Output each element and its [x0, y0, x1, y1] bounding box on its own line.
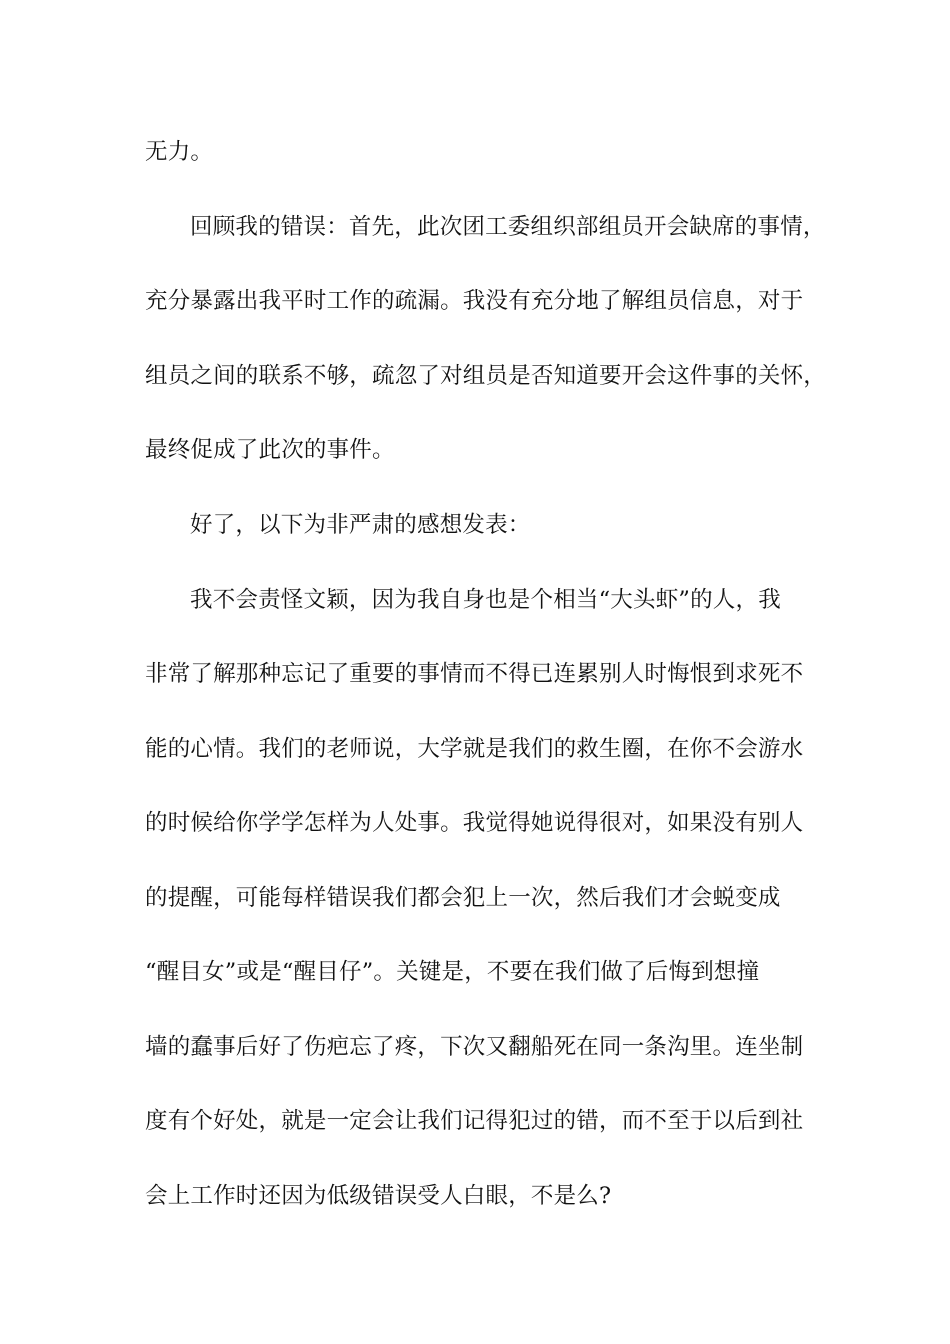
paragraph-start: 回顾我的错误：首先，此次团工委组织部组员开会缺席的事情， — [190, 214, 826, 240]
text-line: 度有个好处，就是一定会让我们记得犯过的错，而不至于以后到社 — [145, 1108, 804, 1134]
text-line: 最终促成了此次的事件。 — [145, 437, 395, 463]
text-line: “醒目女”或是“醒目仔”。关键是，不要在我们做了后悔到想撞 — [145, 959, 760, 985]
text-line: 的时候给你学学怎样为人处事。我觉得她说得很对，如果没有别人 — [145, 810, 804, 836]
text-line: 无力。 — [145, 139, 214, 165]
text-line: 的提醒，可能每样错误我们都会犯上一次，然后我们才会蜕变成 — [145, 885, 781, 911]
text-line: 墙的蠢事后好了伤疤忘了疼，下次又翻船死在同一条沟里。连坐制 — [145, 1034, 804, 1060]
paragraph-start: 我不会责怪文颖，因为我自身也是个相当“大头虾”的人，我 — [190, 587, 781, 613]
paragraph-start: 好了，以下为非严肃的感想发表： — [190, 512, 531, 538]
text-line: 组员之间的联系不够，疏忽了对组员是否知道要开会这件事的关怀， — [145, 363, 827, 389]
text-line: 会上工作时还因为低级错误受人白眼，不是么? — [145, 1183, 612, 1209]
text-line: 能的心情。我们的老师说，大学就是我们的救生圈，在你不会游水 — [145, 736, 804, 762]
text-line: 非常了解那种忘记了重要的事情而不得已连累别人时悔恨到求死不 — [145, 661, 804, 687]
text-line: 充分暴露出我平时工作的疏漏。我没有充分地了解组员信息，对于 — [145, 288, 804, 314]
